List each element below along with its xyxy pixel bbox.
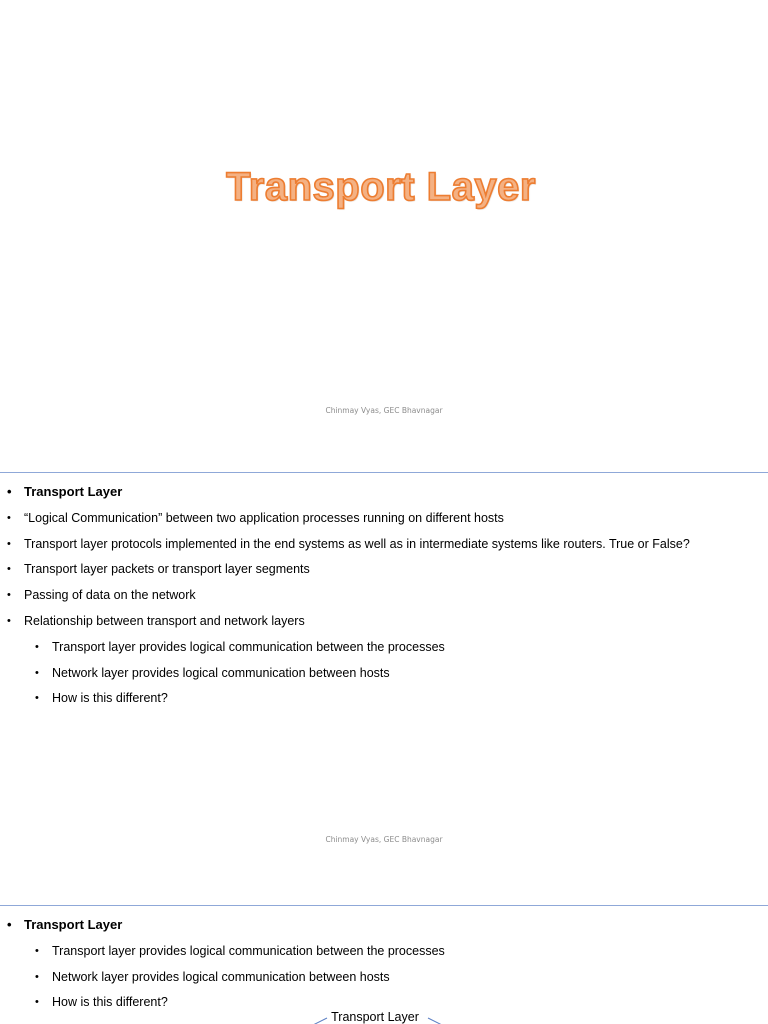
bullet-icon: • [7, 614, 11, 627]
bullet-icon: • [7, 917, 12, 932]
content-slide-3 [0, 906, 768, 1024]
list-item [0, 586, 768, 604]
list-item [0, 483, 768, 501]
bullet-list [0, 916, 768, 1019]
bullet-text: How is this different? [52, 995, 168, 1010]
sub-list-item [0, 664, 768, 682]
bullet-text: Transport layer provides logical communication between the processes [52, 639, 445, 654]
bullet-text: Transport Layer [24, 484, 123, 499]
content-slide-2 [0, 473, 768, 905]
bullet-icon: • [35, 640, 39, 653]
bullet-icon: • [35, 692, 39, 705]
bullet-icon: • [35, 970, 39, 983]
bullet-icon: • [7, 563, 11, 576]
slide-footer: Chinmay Vyas, GEC Bhavnagar [325, 835, 443, 844]
bullet-text: Transport layer packets or transport layer segments [24, 562, 310, 577]
list-item [0, 509, 768, 527]
bullet-text: Relationship between transport and network layers [24, 613, 305, 628]
sub-list-item [0, 968, 768, 986]
bullet-text: Transport layer provides logical communication between the processes [52, 943, 445, 958]
list-item [0, 916, 768, 934]
bullet-icon: • [7, 537, 11, 550]
bullet-text: Network layer provides logical communication between hosts [52, 665, 390, 680]
sub-list-item [0, 689, 768, 707]
bullet-icon: • [7, 511, 11, 524]
bullet-icon: • [35, 996, 39, 1009]
bullet-list [0, 483, 768, 715]
bullet-icon: • [7, 589, 11, 602]
bullet-text: Network layer provides logical communication between hosts [52, 969, 390, 984]
title-slide [0, 0, 768, 472]
sub-list-item [0, 942, 768, 960]
list-item [0, 612, 768, 630]
bullet-text: “Logical Communication” between two application processes running on different hosts [24, 510, 504, 525]
bullet-text: How is this different? [52, 691, 168, 706]
bullet-text: Passing of data on the network [24, 588, 196, 603]
slide-title: Transport Layer [226, 165, 536, 209]
sub-list-item [0, 638, 768, 656]
bullet-icon: • [35, 666, 39, 679]
bullet-text: Transport layer protocols implemented in the end systems as well as in intermediate systems like routers. True or False? [24, 536, 690, 551]
bullet-icon: • [7, 484, 12, 499]
list-item [0, 535, 768, 553]
list-item [0, 560, 768, 578]
bullet-text: Transport Layer [24, 917, 123, 932]
diagram-node-label: Transport Layer [331, 1010, 419, 1024]
slide-footer: Chinmay Vyas, GEC Bhavnagar [325, 406, 443, 415]
bullet-icon: • [35, 944, 39, 957]
diagram-connector-right [426, 1010, 446, 1024]
